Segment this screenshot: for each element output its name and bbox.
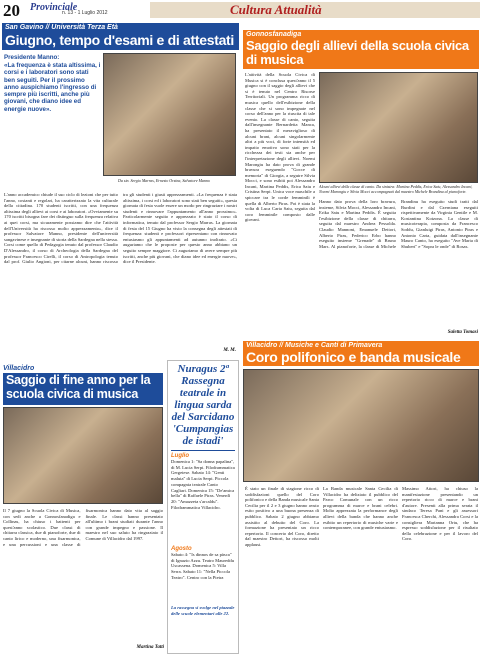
issue-date: n. 13 - 1 Luglio 2012 <box>62 10 108 16</box>
art1-body: L'anno accademico chiude il suo ciclo di lezioni che per tutto l'anno, costanti e regolari, ha caratterizzato la vita culturale della cittadina. 170 studenti iscritti, con una frequenza altissima degli allievi ai corsi e ai laboratori. «Ovviamente su 170 iscritti bisogna fare dei distinguo sulla frequenza relativa ai quei corsi, ma sicuramente possiamo dire che l'attività dell'Università ha riscosso molto apprezzamento», dice il professor Salvatore Manno, presidente dell'università sangavinese e insegnante di storia della Sardegna nella stessa. Corsi come quello di Pedagogia tenuto dal professor Claudio D'Alessandro, il corso di Archeologia della Sardegna del professor Francesco Cirelli, il corso di Antropologia tenuto dal prof. Giulio Angioni, per citarne alcuni, hanno riscosso tra gli studenti i giusti apprezzamenti. «La frequenza è stata altissima, i corsi ed i laboratori sono stati ben seguiti», questa giornata di festa vuole essere un modo per ringraziare i nostri studenti e rinnovare l'appuntamento all'anno prossimo». Particolarmente seguito e apprezzato è stato il corso di informatica, tenuto dal professor Sergio Marras. La giornata di festa del 15 Giugno ha visto la consegna degli attestati di frequenza: studenti e professori ripresentano con rinnovato entusiasmo gli appuntamenti ad autunno inoltrato. «Ci auguriamo che le proposte per questo anno abbiano un seguito sempre maggiore. Ci auguriamo di avere sempre più iscritti, anche più giovani, che diano idee ed energie nuove», dice il Presidente. <box>4 192 237 265</box>
art1-quote: «La frequenza è stata altissima, i corsi e i laboratori sono stati ben seguiti. Per il prossimo anno auspichiamo l'ingresso di sempre più iscritti, anche più giovani, che diano idee ed energie nuove». <box>4 62 101 113</box>
art1-headline: Giugno, tempo d'esami e di attestati <box>2 33 239 50</box>
art2-photo <box>319 72 478 183</box>
nuraghe-title: Nuragus 2ª Rassegna teatrale in lingua sarda del Sarcidano 'Cumpangias de istadi' <box>171 363 235 447</box>
art1-quote-name: Presidente Manno: <box>4 54 60 61</box>
nuraghe-box <box>167 360 239 654</box>
art2-kicker: Gonnosfanadiga <box>243 30 479 39</box>
art3-headline: Coro polifonico e banda musicale <box>243 350 479 366</box>
art3-photo <box>243 369 479 482</box>
section-title: Cultura Attualità <box>150 2 480 18</box>
art2-signature: Saletta Tomasi <box>447 330 478 335</box>
art1-kicker: San Gavino // Università Terza Età <box>2 23 239 33</box>
newspaper-logo: Provinciale <box>30 2 78 13</box>
nuraghe-events-1: Domenica 1: "Sa donna papalina", di M. Lucia Serpi. Filodrammatica Gergeiese. Sabato 14: "Genti maluta" di Lucia Serpi. Piccola compagnia teatrale Canto Cagliari. Domenica 15: "De'amica bella" di Raffaele Piras. Venerdì 20: "Amazzeta s'arcaldu". Filodrammatica Villacidro. <box>171 459 235 510</box>
art3-kicker: Villacidro // Musiche e Canti di Primavera <box>243 341 479 350</box>
page-number: 20 <box>3 1 20 20</box>
art2-body1: L'attività della Scuola Civica di Musica si è conclusa quest'anno il 5 giugno con il saggio degli allievi che si è tenuto nel Centro Risorse Territoriali. Un programma ricco di musica quello dell'esibizione della classe che si sono impegnate nel corso dell'anno per la riuscita di tale evento. La classe di canto, seguita dall'insegnante Bernardetta Manca, ha presentato il meraviglioso di alcuni brani, alcuni singolarmente altri a più voci, di forte intensità ed impatto emotivo sono stati per la ricchezza dei testi sia anche per l'interpretazione degli allievi. Noemi Marongiu ha dato prova di grande bravura eseguendo "Gocce di memoria" di Giorgia, a seguire Silvia Mocci, e sono esibiti poi Alessandro Incani, Martina Peddis, Erica Saiu e Cristina Serpi. Unica voce maschile a spiccare tra le corde femminili è quella di Alberto Piras. Poi è stata la volta di Luca Carta Saiu, seguita dal coro femminile composto dalle giovani. <box>245 72 315 223</box>
art2-body2: Hanno dato prova della loro bravura, insieme, Silvia Mocci, Alessandro Incani, Erika Saiu e Martina Peddis. È seguita l'esibizione della classe di chitarra, seguita dal maestro Andrea Pessolda. Claudio Mannoni, Emanuele Dettori, Alberto Piras, Federico Erbo hanno eseguito insieme "Grenade" di Bruno Mars. Al pianoforte, la classe di Michele Brandinu ha eseguito studi tratti dal Burdini e dal Czerniana eseguiti rispettivamente da Virginia Gentile e M. Kostantina Kotzona. La classe di musicoterapia, composta da Francesco Soddu, Gianluigi Piras, Antonio Piras e Antonio Carta, guidata dall'insegnante Mauro Canto, ha eseguito "Ave Maria di Shubert" e "Sopra le onde" di Rosas. <box>319 199 478 249</box>
nuraghe-month-1: Luglio <box>171 453 189 459</box>
art1-caption: Da sin. Sergio Marras, Ernesto Orsina, Salvatore Manno <box>118 178 210 183</box>
art4-body: Il 7 giugno la Scuola Civica di Musica, con sedi anche a Gonnosfanadiga e Collinas, ha chiuso i battenti per quest'anno scolastico. Due classi di chitarra classica, due di pianoforte, due di canto lirico e moderno, una fisarmonica, e una percussioni e una classe di fisarmonica hanno dato vita al saggio finale. Le classi hanno presentato all'ultimo i brani studiati durante l'anno con grande impegno e passione. Il maestro nel suo saluto ha ringraziato il Comune di Villacidro dal 1997. <box>3 508 163 547</box>
art3-body2: La Banda musicale Santa Cecilia di Villacidro ha deliziato il pubblico del Parco Comunale con un ricco programma di marce e brani celebri. Molto apprezzata la performance degli allievi della banda che hanno anche esibito un repertorio di musiche varie e contemporanee, con grande entusiasmo. <box>323 486 398 531</box>
nuraghe-events-2: Sabato 4: "Is dinnos de sa pàsca" di Ignazio Azzu. Teatro Maureddu Uscassena. Domenica 5: Villa Serra. Sabato 11: "Nella Piccola Teatro". Centro con la Pietra <box>171 552 234 580</box>
art2-headline: Saggio degli allievi della scuola civica di musica <box>243 39 479 69</box>
art4-signature: Martina Tatti <box>136 645 164 650</box>
art1-signature: M. M. <box>223 348 236 353</box>
art4-kicker: Villacidro <box>3 365 35 372</box>
art3-body1: È stato un finale di stagione ricco di soddisfazioni quello del Coro polifonico e della Banda musicale Santa Cecilia per il 2 e 3 giugno hanno avuto esito positivo a una buona presenza di pubblico. Sabato 2 giugno abbiamo assistito al debutto del Coro. La formazione ha presentato un ricco repertorio. Il concerto del Coro, diretto dal maestro Dettori, ha riscosso molti applausi. <box>245 486 319 547</box>
nuraghe-month-2: Agosto <box>171 546 192 552</box>
art3-body3: Massimo Attori, ha chiuso la manifestazione presentando un repertorio ricco di marce e brani d'autore. Presenti alla prima serata il sindaco Teresa Pani e gli assessori Francesca Cherchi, Alessandra Corsi e la consigliera Marianna Ortu, che ha espresso soddisfazione per il risultato della celebrazione e per il lavoro del Coro. <box>402 486 478 542</box>
art2-caption: Alcuni allievi della classe di canto. Da sinistra: Martina Peddis, Erica Saiu, Alessandro Incani, Noemi Marongiu e Silvia Mocci accompagnati dal maestro Michele Brandinu al pianoforte. <box>319 184 473 194</box>
art4-photo <box>3 407 163 504</box>
art1-photo <box>103 53 236 176</box>
nuraghe-footer: La rassegna si svolge nel piazzale delle scuole elementari alle 22. <box>171 605 235 616</box>
art4-headline: Saggio di fine anno per la scuola civica di musica <box>3 373 163 405</box>
